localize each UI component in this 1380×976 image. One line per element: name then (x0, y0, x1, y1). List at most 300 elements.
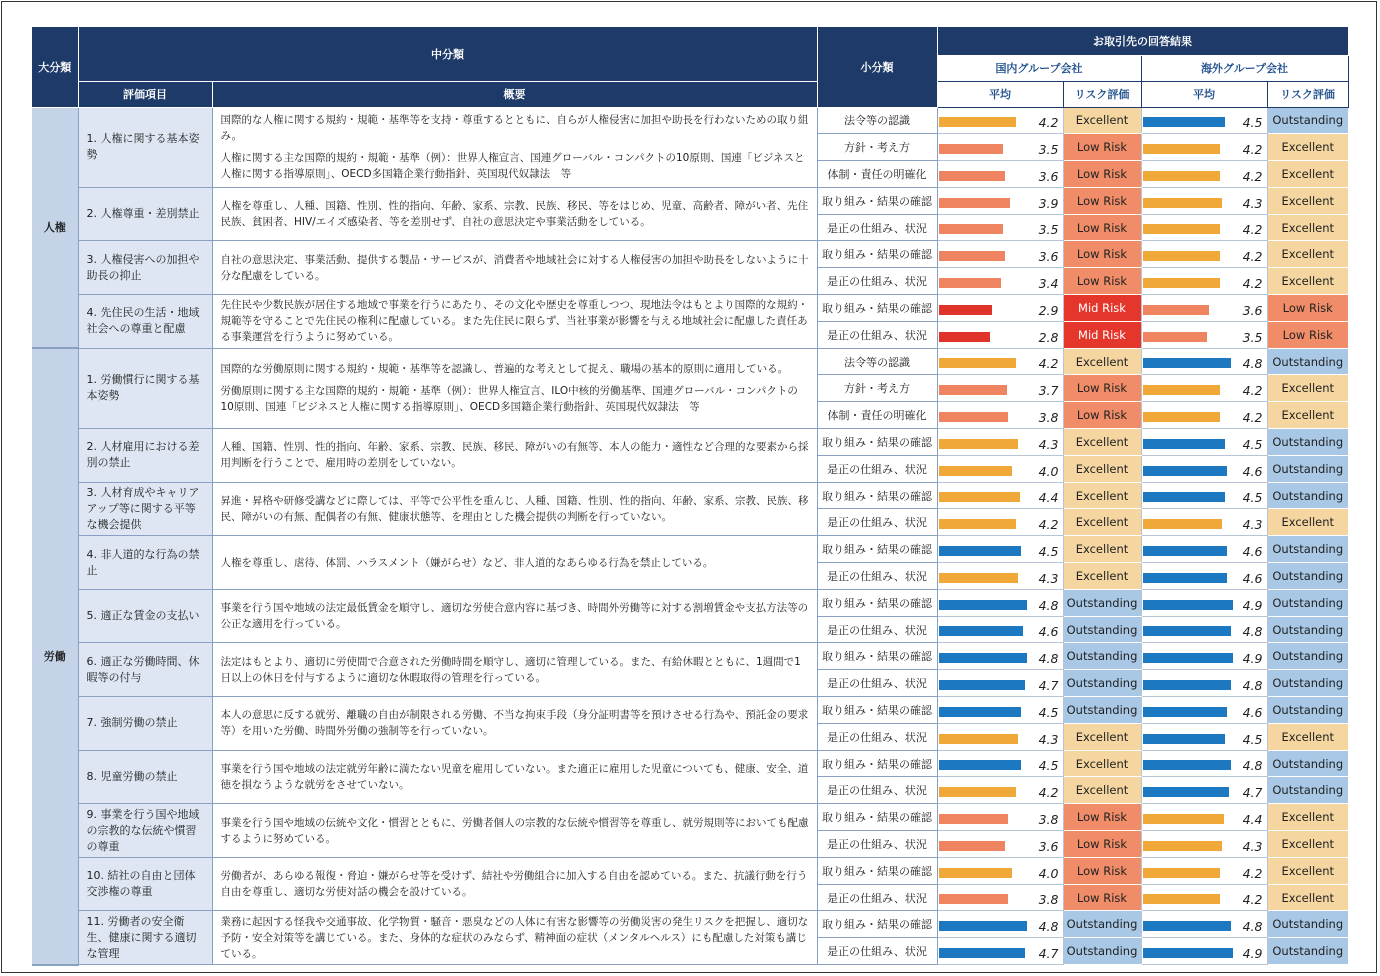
overseas-average-bar (1143, 707, 1228, 717)
overseas-average-cell (1141, 509, 1267, 536)
overseas-average-cell (1141, 348, 1267, 375)
sub-category: 是正の仕組み、状況 (817, 777, 937, 804)
overseas-average-bar (1143, 492, 1226, 502)
domestic-average-bar (939, 278, 1002, 288)
domestic-average-bar (939, 224, 1003, 234)
overseas-average-bar (1143, 224, 1220, 234)
domestic-average-bar (939, 680, 1026, 690)
domestic-risk-badge: Low Risk (1063, 161, 1141, 188)
summary-text-wrap (221, 198, 809, 230)
overseas-average-bar (1143, 519, 1222, 529)
summary-text: 事業を行う国や地域の法定就労年齢に満たない児童を雇用していない。また適正に雇用した児童についても、健康、安全、道徳を損なうような就労をさせていない。 (220, 762, 809, 791)
overseas-average-value: 4.8 (1242, 758, 1263, 774)
domestic-average-bar (939, 466, 1013, 476)
overseas-average-bar (1143, 841, 1222, 851)
overseas-risk-badge: Excellent (1267, 804, 1348, 831)
summary-text: 事業を行う国や地域の法定最低賃金を順守し、適切な労使合意内容に基づき、時間外労働等に対する割増賃金や支払方法等の公正な適用を行っている。 (220, 602, 809, 631)
overseas-average-value: 4.2 (1242, 168, 1263, 184)
overseas-average-cell (1141, 161, 1267, 188)
domestic-average-value: 4.6 (1038, 624, 1059, 640)
sub-category: 取り組み・結果の確認 (817, 429, 937, 456)
overseas-average-value: 4.5 (1242, 490, 1263, 506)
domestic-average-bar (939, 626, 1024, 636)
domestic-average-bar (939, 653, 1027, 663)
domestic-average-cell (937, 509, 1063, 536)
overseas-average-bar (1143, 760, 1231, 770)
domestic-average-value: 3.5 (1038, 142, 1059, 158)
evaluation-summary (212, 107, 817, 187)
domestic-risk-badge: Low Risk (1063, 187, 1141, 214)
evaluation-item-label: 11. 労働者の安全衛生、健康に関する適切な管理 (86, 914, 197, 960)
evaluation-item (78, 348, 212, 428)
overseas-risk-badge: Outstanding (1267, 455, 1348, 482)
overseas-risk-badge: Outstanding (1267, 482, 1348, 509)
overseas-average-bar (1143, 251, 1220, 261)
overseas-risk-badge: Outstanding (1267, 777, 1348, 804)
summary-text: 昇進・昇格や研修受講などに際しては、平等で公平性を重んじ、人種、国籍、性別、性的指向、年齢、家系、宗教、民族、移民、障がいの有無、配偶者の有無、健康状態等、を理由とした機会提供の判断を行っていない。 (220, 494, 809, 523)
header-middle: 中分類 (78, 27, 817, 81)
domestic-average-cell (937, 107, 1063, 134)
evaluation-item (78, 589, 212, 643)
evaluation-item (78, 536, 212, 590)
domestic-risk-badge: Outstanding (1063, 938, 1141, 965)
domestic-average-bar (939, 117, 1016, 127)
evaluation-summary (212, 911, 817, 965)
table-body (32, 107, 1348, 965)
domestic-average-value: 4.7 (1038, 678, 1059, 694)
overseas-risk-badge: Outstanding (1267, 429, 1348, 456)
overseas-average-bar (1143, 948, 1233, 958)
summary-examples-text: 労働原則に関する主な国際的規約・規範・基準（例）：世界人権宣言、ILO中核的労働基準、国連グローバル・コンパクトの10原則、国連「ビジネスと人権に関する指導原則」、OECD多国籍企業行動指針、英国現代奴隷法 等 (220, 385, 798, 414)
domestic-average-cell (937, 831, 1063, 858)
overseas-average-cell (1141, 402, 1267, 429)
summary-text-wrap (221, 914, 809, 962)
table-row (32, 429, 1348, 456)
domestic-risk-badge: Excellent (1063, 107, 1141, 134)
overseas-average-cell (1141, 241, 1267, 268)
evaluation-item (78, 241, 212, 295)
header-overseas-risk: リスク評価 (1267, 81, 1348, 107)
domestic-average-cell (937, 241, 1063, 268)
overseas-risk-badge: Excellent (1267, 241, 1348, 268)
domestic-average-value: 4.5 (1038, 704, 1059, 720)
evaluation-table (32, 27, 1349, 966)
sub-category: 取り組み・結果の確認 (817, 536, 937, 563)
overseas-average-bar (1143, 814, 1224, 824)
table-row (32, 911, 1348, 938)
domestic-average-value: 4.0 (1038, 865, 1059, 881)
overseas-average-cell (1141, 536, 1267, 563)
domestic-average-value: 3.8 (1038, 812, 1059, 828)
domestic-average-bar (939, 600, 1027, 610)
summary-text-wrap (221, 761, 809, 793)
overseas-average-value: 4.3 (1242, 517, 1263, 533)
table-row (32, 187, 1348, 214)
summary-text-wrap (221, 815, 809, 847)
evaluation-item-label: 4. 先住民の生活・地域社会への尊重と配慮 (86, 306, 200, 336)
domestic-average-bar (939, 894, 1009, 904)
domestic-average-value: 4.8 (1038, 919, 1059, 935)
domestic-risk-badge: Outstanding (1063, 697, 1141, 724)
sub-category: 取り組み・結果の確認 (817, 482, 937, 509)
domestic-average-bar (939, 868, 1013, 878)
domestic-risk-badge: Outstanding (1063, 643, 1141, 670)
table-row (32, 295, 1348, 322)
domestic-average-cell (937, 321, 1063, 348)
evaluation-item (78, 804, 212, 858)
overseas-average-value: 4.2 (1242, 222, 1263, 238)
sub-category: 取り組み・結果の確認 (817, 295, 937, 322)
evaluation-item (78, 107, 212, 187)
overseas-average-value: 3.5 (1242, 329, 1263, 345)
summary-text: 先住民や少数民族が居住する地域で事業を行うにあたり、その文化や歴史を尊重しつつ、現地法令はもとより国際的な規約・規範等を守ることで先住民の権利に配慮している。また先住民に限らず、当社事業が影響を与える地域社会に配慮した責任ある事業運営を行うように努めている。 (220, 299, 809, 344)
overseas-risk-badge: Outstanding (1267, 536, 1348, 563)
sub-category: 是正の仕組み、状況 (817, 214, 937, 241)
table-row (32, 482, 1348, 509)
table-row (32, 241, 1348, 268)
domestic-average-bar (939, 707, 1022, 717)
domestic-average-cell (937, 455, 1063, 482)
summary-text: 自社の意思決定、事業活動、提供する製品・サービスが、消費者や地域社会に対する人権侵害の加担や助長をしないように十分な配慮をしている。 (220, 253, 809, 282)
evaluation-item (78, 482, 212, 536)
overseas-risk-badge: Outstanding (1267, 697, 1348, 724)
major-category: 労働 (32, 348, 78, 964)
overseas-risk-badge: Excellent (1267, 161, 1348, 188)
overseas-average-value: 4.2 (1242, 410, 1263, 426)
evaluation-item (78, 295, 212, 349)
overseas-risk-badge: Outstanding (1267, 938, 1348, 965)
overseas-average-value: 4.6 (1242, 463, 1263, 479)
overseas-average-value: 4.2 (1242, 865, 1263, 881)
domestic-average-cell (937, 804, 1063, 831)
evaluation-summary (212, 804, 817, 858)
overseas-risk-badge: Excellent (1267, 884, 1348, 911)
summary-text: 国際的な人権に関する規約・規範・基準等を支持・尊重するとともに、自らが人権侵害に加担や助長を行わないための取り組み。 (220, 114, 809, 143)
summary-text: 本人の意思に反する就労、離職の自由が制限される労働、不当な拘束手段（身分証明書等を預けさせる行為や、預託金の要求等）を用いた労働、時間外労働の強制等を行っていない。 (220, 709, 809, 738)
overseas-average-bar (1143, 894, 1220, 904)
domestic-average-bar (939, 412, 1009, 422)
sub-category: 取り組み・結果の確認 (817, 911, 937, 938)
overseas-average-cell (1141, 295, 1267, 322)
domestic-average-cell (937, 777, 1063, 804)
overseas-risk-badge: Excellent (1267, 723, 1348, 750)
overseas-risk-badge: Outstanding (1267, 750, 1348, 777)
domestic-average-cell (937, 589, 1063, 616)
overseas-average-bar (1143, 278, 1220, 288)
summary-text-wrap (221, 868, 809, 900)
sub-category: 方針・考え方 (817, 134, 937, 161)
domestic-average-value: 4.5 (1038, 544, 1059, 560)
domestic-average-cell (937, 536, 1063, 563)
overseas-risk-badge: Outstanding (1267, 589, 1348, 616)
overseas-average-bar (1143, 626, 1231, 636)
sub-category: 法令等の認識 (817, 107, 937, 134)
table-row (32, 857, 1348, 884)
evaluation-item-label: 4. 非人道的な行為の禁止 (86, 547, 200, 577)
overseas-average-cell (1141, 938, 1267, 965)
overseas-average-bar (1143, 332, 1207, 342)
domestic-average-bar (939, 358, 1016, 368)
domestic-average-bar (939, 948, 1026, 958)
overseas-average-bar (1143, 868, 1220, 878)
table-row (32, 750, 1348, 777)
overseas-risk-badge: Excellent (1267, 831, 1348, 858)
sub-category: 取り組み・結果の確認 (817, 697, 937, 724)
domestic-risk-badge: Low Risk (1063, 402, 1141, 429)
domestic-average-value: 4.3 (1038, 570, 1059, 586)
domestic-average-cell (937, 697, 1063, 724)
evaluation-summary (212, 187, 817, 241)
overseas-average-bar (1143, 573, 1228, 583)
evaluation-summary (212, 482, 817, 536)
overseas-average-bar (1143, 734, 1226, 744)
domestic-average-value: 3.9 (1038, 195, 1059, 211)
header-overseas: 海外グループ会社 (1141, 55, 1348, 81)
overseas-risk-badge: Outstanding (1267, 643, 1348, 670)
domestic-risk-badge: Mid Risk (1063, 321, 1141, 348)
domestic-risk-badge: Excellent (1063, 777, 1141, 804)
evaluation-item-label: 1. 労働慣行に関する基本姿勢 (86, 373, 200, 403)
sub-category: 是正の仕組み、状況 (817, 884, 937, 911)
overseas-average-cell (1141, 321, 1267, 348)
summary-text-wrap (221, 112, 809, 182)
overseas-risk-badge: Excellent (1267, 857, 1348, 884)
evaluation-summary (212, 429, 817, 483)
sub-category: 是正の仕組み、状況 (817, 268, 937, 295)
domestic-average-cell (937, 482, 1063, 509)
overseas-average-value: 4.9 (1242, 651, 1263, 667)
overseas-average-cell (1141, 911, 1267, 938)
summary-text-wrap (221, 600, 809, 632)
evaluation-summary (212, 295, 817, 349)
header-overseas-avg: 平均 (1141, 81, 1267, 107)
overseas-average-value: 4.5 (1242, 731, 1263, 747)
overseas-average-bar (1143, 787, 1230, 797)
sub-category: 取り組み・結果の確認 (817, 857, 937, 884)
overseas-risk-badge: Outstanding (1267, 348, 1348, 375)
evaluation-item (78, 911, 212, 965)
overseas-average-bar (1143, 546, 1228, 556)
overseas-risk-badge: Excellent (1267, 509, 1348, 536)
evaluation-summary (212, 643, 817, 697)
overseas-average-cell (1141, 429, 1267, 456)
domestic-average-value: 4.0 (1038, 463, 1059, 479)
summary-text: 労働者が、あらゆる報復・脅迫・嫌がらせ等を受けず、結社や労働組合に加入する自由を認めている。また、抗議行動を行う自由を尊重し、適切な労使対話の機会を設けている。 (220, 870, 808, 899)
overseas-average-bar (1143, 144, 1220, 154)
overseas-average-bar (1143, 653, 1233, 663)
domestic-average-cell (937, 911, 1063, 938)
evaluation-item-label: 10. 結社の自由と団体交渉権の尊重 (86, 869, 196, 899)
header-major: 大分類 (32, 27, 78, 107)
evaluation-item-label: 7. 強制労働の禁止 (86, 716, 178, 730)
overseas-average-cell (1141, 214, 1267, 241)
overseas-average-bar (1143, 305, 1209, 315)
domestic-average-bar (939, 841, 1005, 851)
overseas-average-cell (1141, 884, 1267, 911)
domestic-average-bar (939, 198, 1011, 208)
overseas-average-value: 4.3 (1242, 838, 1263, 854)
domestic-average-cell (937, 161, 1063, 188)
domestic-risk-badge: Excellent (1063, 509, 1141, 536)
evaluation-summary (212, 857, 817, 911)
summary-text-wrap (221, 361, 809, 415)
overseas-average-cell (1141, 589, 1267, 616)
overseas-average-cell (1141, 107, 1267, 134)
domestic-average-bar (939, 385, 1007, 395)
summary-text: 人権を尊重し、虐待、体罰、ハラスメント（嫌がらせ）など、非人道的なあらゆる行為を禁止している。 (220, 556, 714, 569)
sub-category: 是正の仕組み、状況 (817, 723, 937, 750)
domestic-average-cell (937, 268, 1063, 295)
header-domestic-avg: 平均 (937, 81, 1063, 107)
header-results: お取引先の回答結果 (937, 27, 1348, 55)
sub-category: 方針・考え方 (817, 375, 937, 402)
table-row (32, 697, 1348, 724)
overseas-average-value: 4.7 (1242, 785, 1263, 801)
overseas-risk-badge: Excellent (1267, 187, 1348, 214)
overseas-average-cell (1141, 268, 1267, 295)
overseas-average-cell (1141, 750, 1267, 777)
major-category: 人権 (32, 107, 78, 348)
domestic-average-cell (937, 348, 1063, 375)
evaluation-item-label: 3. 人材育成やキャリアアップ等に関する平等な機会提供 (86, 485, 200, 531)
overseas-average-cell (1141, 616, 1267, 643)
summary-text: 国際的な労働原則に関する規約・規範・基準等を認識し、普遍的な考えとして捉え、職場の基本的原則に適用している。 (220, 363, 789, 376)
domestic-average-cell (937, 670, 1063, 697)
header-domestic: 国内グループ会社 (937, 55, 1141, 81)
evaluation-item (78, 697, 212, 751)
domestic-average-value: 2.8 (1038, 329, 1059, 345)
overseas-average-value: 4.8 (1242, 356, 1263, 372)
domestic-average-cell (937, 723, 1063, 750)
domestic-average-bar (939, 144, 1003, 154)
sub-category: 是正の仕組み、状況 (817, 509, 937, 536)
sub-category: 取り組み・結果の確認 (817, 187, 937, 214)
domestic-average-value: 4.2 (1038, 517, 1059, 533)
evaluation-item (78, 643, 212, 697)
overseas-average-value: 4.8 (1242, 919, 1263, 935)
domestic-average-cell (937, 214, 1063, 241)
domestic-average-bar (939, 492, 1020, 502)
sub-category: 是正の仕組み、状況 (817, 670, 937, 697)
evaluation-item-label: 6. 適正な労働時間、休暇等の付与 (86, 654, 200, 684)
summary-text-wrap (221, 654, 809, 686)
domestic-risk-badge: Low Risk (1063, 857, 1141, 884)
overseas-average-cell (1141, 375, 1267, 402)
domestic-risk-badge: Excellent (1063, 750, 1141, 777)
header-small: 小分類 (817, 27, 937, 107)
domestic-average-bar (939, 332, 991, 342)
domestic-average-cell (937, 884, 1063, 911)
overseas-risk-badge: Outstanding (1267, 911, 1348, 938)
summary-text: 人権を尊重し、人種、国籍、性別、性的指向、年齢、家系、宗教、民族、移民、等をはじめ、児童、高齢者、障がい者、先住民族、貧困者、HIV/エイズ感染者、等を差別せず、自社の意思決定や事業活動をしている。 (220, 200, 809, 229)
domestic-average-cell (937, 134, 1063, 161)
summary-text-wrap (221, 493, 809, 525)
domestic-risk-badge: Excellent (1063, 563, 1141, 590)
domestic-average-cell (937, 563, 1063, 590)
evaluation-summary (212, 750, 817, 804)
overseas-average-value: 4.8 (1242, 624, 1263, 640)
overseas-risk-badge: Outstanding (1267, 563, 1348, 590)
domestic-average-bar (939, 573, 1018, 583)
domestic-risk-badge: Low Risk (1063, 214, 1141, 241)
overseas-average-bar (1143, 198, 1222, 208)
domestic-risk-badge: Low Risk (1063, 375, 1141, 402)
evaluation-item (78, 857, 212, 911)
domestic-risk-badge: Excellent (1063, 455, 1141, 482)
overseas-average-cell (1141, 482, 1267, 509)
overseas-average-value: 4.6 (1242, 704, 1263, 720)
sub-category: 取り組み・結果の確認 (817, 589, 937, 616)
domestic-average-cell (937, 616, 1063, 643)
domestic-risk-badge: Low Risk (1063, 831, 1141, 858)
evaluation-item-label: 9. 事業を行う国や地域の宗教的な伝統や慣習の尊重 (86, 807, 200, 853)
overseas-average-bar (1143, 171, 1220, 181)
domestic-average-cell (937, 375, 1063, 402)
domestic-risk-badge: Excellent (1063, 723, 1141, 750)
evaluation-item-label: 5. 適正な賃金の支払い (86, 609, 200, 623)
overseas-risk-badge: Low Risk (1267, 295, 1348, 322)
overseas-risk-badge: Excellent (1267, 402, 1348, 429)
domestic-average-cell (937, 187, 1063, 214)
evaluation-item-label: 2. 人材雇用における差別の禁止 (86, 440, 200, 470)
domestic-average-bar (939, 921, 1027, 931)
domestic-average-value: 3.5 (1038, 222, 1059, 238)
domestic-average-cell (937, 295, 1063, 322)
sub-category: 是正の仕組み、状況 (817, 455, 937, 482)
domestic-average-value: 2.9 (1038, 302, 1059, 318)
overseas-average-value: 4.2 (1242, 892, 1263, 908)
summary-text-wrap (221, 252, 809, 284)
domestic-average-value: 3.6 (1038, 838, 1059, 854)
domestic-risk-badge: Excellent (1063, 536, 1141, 563)
domestic-average-bar (939, 439, 1018, 449)
domestic-average-bar (939, 546, 1022, 556)
overseas-risk-badge: Excellent (1267, 375, 1348, 402)
table-row (32, 589, 1348, 616)
sub-category: 是正の仕組み、状況 (817, 831, 937, 858)
evaluation-summary (212, 348, 817, 428)
domestic-average-cell (937, 402, 1063, 429)
overseas-average-value: 4.8 (1242, 678, 1263, 694)
sub-category: 是正の仕組み、状況 (817, 938, 937, 965)
sub-category: 取り組み・結果の確認 (817, 643, 937, 670)
sub-category: 取り組み・結果の確認 (817, 241, 937, 268)
domestic-average-bar (939, 519, 1016, 529)
overseas-average-value: 4.9 (1242, 946, 1263, 961)
domestic-average-cell (937, 429, 1063, 456)
overseas-average-value: 4.2 (1242, 276, 1263, 292)
evaluation-item-label: 1. 人権に関する基本姿勢 (86, 132, 200, 162)
evaluation-summary (212, 589, 817, 643)
summary-examples-text: 人権に関する主な国際的規約・規範・基準（例）：世界人権宣言、国連グローバル・コンパクトの10原則、国連「ビジネスと人権に関する指導原則」、OECD多国籍企業行動指針、英国現代奴隷法 等 (220, 152, 805, 181)
overseas-average-value: 4.4 (1242, 812, 1263, 828)
overseas-average-cell (1141, 857, 1267, 884)
domestic-average-value: 4.5 (1038, 758, 1059, 774)
domestic-average-bar (939, 760, 1022, 770)
sub-category: 体制・責任の明確化 (817, 402, 937, 429)
domestic-risk-badge: Low Risk (1063, 884, 1141, 911)
domestic-average-value: 4.7 (1038, 946, 1059, 961)
domestic-risk-badge: Excellent (1063, 482, 1141, 509)
overseas-average-cell (1141, 563, 1267, 590)
domestic-average-bar (939, 171, 1005, 181)
domestic-average-cell (937, 750, 1063, 777)
overseas-average-cell (1141, 187, 1267, 214)
domestic-risk-badge: Outstanding (1063, 911, 1141, 938)
table-row (32, 804, 1348, 831)
sub-category: 是正の仕組み、状況 (817, 563, 937, 590)
sub-category: 是正の仕組み、状況 (817, 321, 937, 348)
